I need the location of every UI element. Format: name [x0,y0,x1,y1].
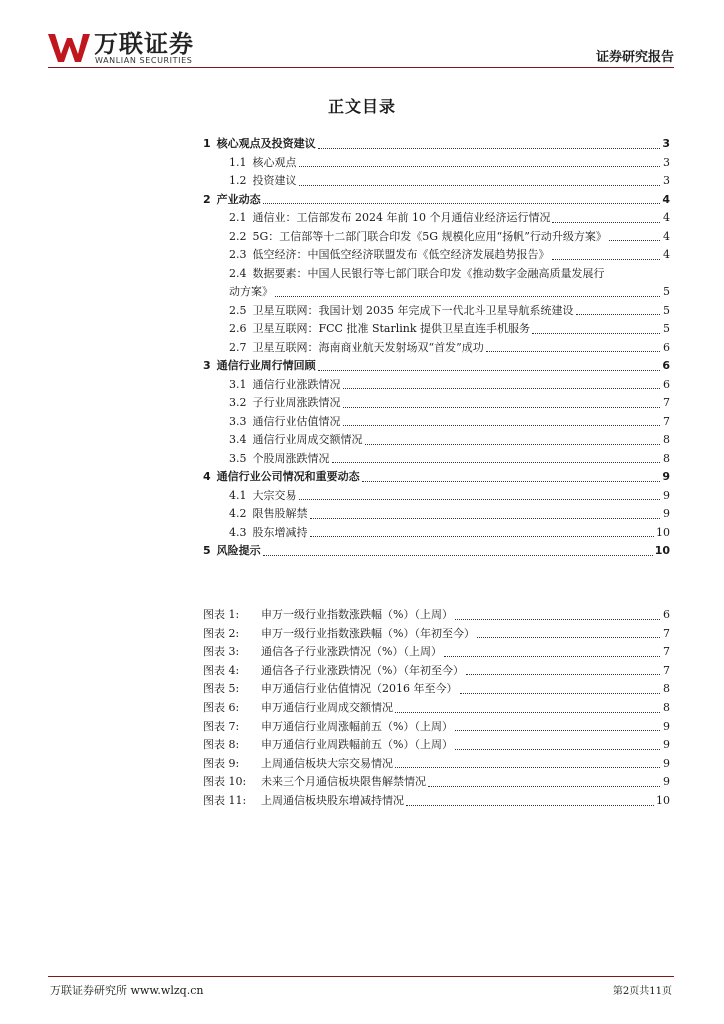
figure-label: 图表 8: [203,738,240,752]
toc-entry-title: 通信行业周成交额情况 [252,433,363,446]
toc-leader-dots [299,499,661,500]
figure-page: 9 [663,738,670,752]
table-of-contents [203,135,670,561]
toc-entry-number: 1.1 [229,155,247,169]
toc-entry-number: 3.4 [229,433,247,446]
figure-title: 申万一级行业指数涨跌幅（%）（年初至今） [261,626,475,640]
figure-page: 6 [663,608,670,621]
figure-page: 10 [656,793,670,807]
figure-page: 7 [663,663,670,677]
toc-entry[interactable] [203,339,670,358]
toc-entry-number: 2.7 [229,340,247,354]
footer-page-number: 第2页共11页 [612,986,672,997]
toc-entry-title: 通信业：工信部发布 2024 年前 10 个月通信业经济运行情况 [252,211,551,224]
figure-leader-dots [455,749,660,750]
toc-section[interactable] [203,135,670,154]
figure-label: 图表 1: [203,608,240,621]
toc-leader-dots [332,462,661,463]
toc-entry[interactable] [203,320,670,339]
figure-title: 申万通信行业周成交额情况 [261,700,393,714]
toc-entry-number: 1.2 [229,174,247,187]
toc-entry-number: 1 [203,137,211,150]
toc-entry-number: 4.1 [229,488,247,502]
figure-title: 申万一级行业指数涨跌幅（%）（上周） [261,608,453,621]
figure-page: 7 [663,626,670,640]
figure-entry[interactable] [203,792,670,811]
figure-entry[interactable] [203,736,670,755]
toc-section[interactable] [203,542,670,561]
toc-entry-number: 3.1 [229,377,247,391]
figure-label: 图表 3: [203,645,240,659]
toc-section[interactable] [203,191,670,210]
report-type-label: 证券研究报告 [595,50,674,65]
toc-leader-dots [362,481,660,482]
toc-entry-title: 投资建议 [252,174,297,187]
toc-entry-number: 3 [203,359,211,372]
figure-leader-dots [455,730,660,731]
figure-page: 7 [663,645,670,659]
toc-leader-dots [263,555,653,556]
toc-entry-number: 4.3 [229,525,247,539]
toc-entry-number: 2.2 [229,229,247,243]
toc-entry-title: 通信行业估值情况 [252,414,341,428]
figure-title: 未来三个月通信板块限售解禁情况 [261,775,426,789]
figure-entry[interactable] [203,625,670,644]
figure-title: 申万通信行业周涨幅前五（%）（上周） [261,719,453,733]
toc-leader-dots [275,296,660,297]
figure-label: 图表 5: [203,682,240,696]
toc-leader-dots [552,222,660,223]
figure-leader-dots [395,712,660,713]
footer-source: 万联证券研究所 www.wlzq.cn [50,984,204,997]
toc-entry-page: 3 [662,137,670,150]
footer-divider [48,976,674,977]
figure-entry[interactable] [203,773,670,792]
toc-entry-title: 卫星互联网：海南商业航天发射场双“首发”成功 [252,340,484,354]
figure-leader-dots [428,786,660,787]
figure-entry[interactable] [203,662,670,681]
toc-entry-number: 2 [203,192,211,206]
toc-entry-title-continued: 动方案》 [229,285,273,298]
toc-entry-number: 2.1 [229,211,247,224]
toc-entry-page: 6 [662,359,670,372]
toc-entry-title: 子行业周涨跌情况 [252,396,341,409]
toc-entry-number: 5 [203,544,211,557]
figure-page: 9 [663,756,670,770]
toc-entry-page: 4 [663,211,670,224]
toc-entry[interactable] [203,394,670,413]
toc-entry-number: 4 [203,470,211,483]
figure-leader-dots [455,619,660,620]
toc-leader-dots [343,425,661,426]
toc-entry-page: 4 [662,192,670,206]
toc-leader-dots [310,518,661,519]
toc-entry-title: 通信行业涨跌情况 [252,377,341,391]
toc-entry-title: 核心观点及投资建议 [216,137,316,150]
toc-entry[interactable] [203,450,670,469]
figure-label: 图表 11: [203,793,247,807]
figure-label: 图表 10: [203,775,247,789]
toc-entry-number: 3.2 [229,396,247,409]
toc-entry-title: 通信行业公司情况和重要动态 [216,470,360,483]
brand-name-en: WANLIAN SECURITIES [95,56,193,65]
toc-entry-page: 5 [663,285,670,298]
figure-page: 8 [663,682,670,696]
toc-entry[interactable] [203,302,670,321]
toc-section[interactable] [203,357,670,376]
figure-entry[interactable] [203,606,670,625]
figure-leader-dots [406,805,654,806]
toc-entry-page: 7 [663,396,670,409]
figure-title: 通信各子行业涨跌情况（%）（上周） [261,645,442,659]
figure-page: 9 [663,719,670,733]
toc-entry-number: 2.6 [229,322,247,335]
figure-leader-dots [466,674,660,675]
header-divider [48,67,674,68]
toc-entry-title: 大宗交易 [252,488,297,502]
toc-entry-page: 10 [654,544,670,557]
toc-entry-page: 3 [663,174,670,187]
company-logo [48,28,248,68]
toc-entry-page: 9 [663,488,670,502]
figure-page: 8 [663,700,670,714]
toc-entry-page: 4 [663,229,670,243]
toc-section[interactable] [203,468,670,487]
toc-entry-title: 通信行业周行情回顾 [216,359,316,372]
toc-entry[interactable] [203,228,670,247]
toc-entry-page: 5 [663,322,670,335]
figure-label: 图表 4: [203,663,240,677]
figure-leader-dots [477,637,660,638]
toc-entry-page: 10 [656,525,670,539]
figure-leader-dots [444,656,660,657]
toc-leader-dots [552,259,661,260]
toc-entry-page: 9 [663,507,670,520]
toc-entry-title: 股东增减持 [252,525,308,539]
figure-entry[interactable] [203,643,670,662]
brand-name-cn: 万联证券 [94,30,194,58]
toc-leader-dots [318,370,660,371]
toc-entry[interactable] [203,505,670,524]
toc-entry[interactable] [203,172,670,191]
toc-entry[interactable] [203,431,670,450]
figure-title: 上周通信板块股东增减持情况 [261,793,404,807]
toc-entry-title: 限售股解禁 [252,507,308,520]
toc-entry[interactable] [203,265,670,284]
figure-title: 申万通信行业周跌幅前五（%）（上周） [261,738,453,752]
figure-entry[interactable] [203,699,670,718]
toc-entry-page: 5 [663,303,670,317]
toc-entry-page: 3 [663,155,670,169]
toc-entry-number: 3.3 [229,414,247,428]
toc-entry[interactable] [203,376,670,395]
toc-entry-page: 8 [663,433,670,446]
figure-entry[interactable] [203,718,670,737]
figure-page: 9 [663,775,670,789]
figure-entry[interactable] [203,755,670,774]
toc-entry-title: 卫星互联网：我国计划 2035 年完成下一代北斗卫星导航系统建设 [252,303,574,317]
toc-entry-page: 6 [663,377,670,391]
toc-entry[interactable] [203,154,670,173]
figure-leader-dots [460,693,661,694]
toc-entry-number: 3.5 [229,451,247,465]
figure-title: 通信各子行业涨跌情况（%）（年初至今） [261,663,464,677]
toc-leader-dots [299,166,661,167]
toc-entry-page: 7 [663,414,670,428]
figure-label: 图表 9: [203,756,240,770]
figure-label: 图表 2: [203,626,240,640]
toc-entry-page: 4 [663,248,670,261]
toc-entry-page: 8 [663,451,670,465]
page-title: 正文目录 [327,97,396,116]
figure-title: 申万通信行业估值情况（2016 年至今） [261,682,458,696]
toc-entry-title: 5G：工信部等十二部门联合印发《5G 规模化应用“扬帆”行动升级方案》 [252,229,607,243]
figure-leader-dots [395,767,660,768]
toc-entry[interactable] [203,413,670,432]
figure-entry[interactable] [203,680,670,699]
toc-entry[interactable] [203,246,670,265]
toc-leader-dots [486,351,660,352]
toc-entry-title: 数据要素：中国人民银行等七部门联合印发《推动数字金融高质量发展行 [252,266,605,280]
figure-label: 图表 6: [203,700,240,714]
toc-leader-dots [343,407,661,408]
figure-title: 上周通信板块大宗交易情况 [261,756,393,770]
toc-entry[interactable] [203,524,670,543]
toc-leader-dots [343,388,661,389]
toc-leader-dots [310,536,655,537]
toc-entry-page: 6 [663,340,670,354]
toc-entry[interactable] [203,487,670,506]
toc-entry-title: 风险提示 [216,544,261,557]
toc-entry-title: 低空经济：中国低空经济联盟发布《低空经济发展趋势报告》 [252,248,550,261]
toc-entry-title: 个股周涨跌情况 [252,451,330,465]
toc-entry-number: 4.2 [229,507,247,520]
toc-leader-dots [576,314,661,315]
page-header [48,28,674,68]
toc-leader-dots [365,444,661,445]
toc-leader-dots [318,148,660,149]
toc-entry-number: 2.5 [229,303,247,317]
wanlian-logo-icon [48,32,90,62]
figure-label: 图表 7: [203,719,240,733]
toc-entry-title: 产业动态 [216,192,261,206]
figure-index [203,606,670,811]
toc-entry-page: 9 [662,470,670,483]
toc-leader-dots [263,203,660,204]
toc-entry-continued[interactable] [203,283,670,302]
toc-leader-dots [609,240,660,241]
toc-entry-title: 卫星互联网：FCC 批准 Starlink 提供卫星直连手机服务 [252,322,531,335]
toc-entry-title: 核心观点 [252,155,297,169]
toc-entry-number: 2.3 [229,248,247,261]
toc-leader-dots [532,333,660,334]
toc-leader-dots [299,185,661,186]
toc-entry-number: 2.4 [229,266,247,280]
toc-entry[interactable] [203,209,670,228]
